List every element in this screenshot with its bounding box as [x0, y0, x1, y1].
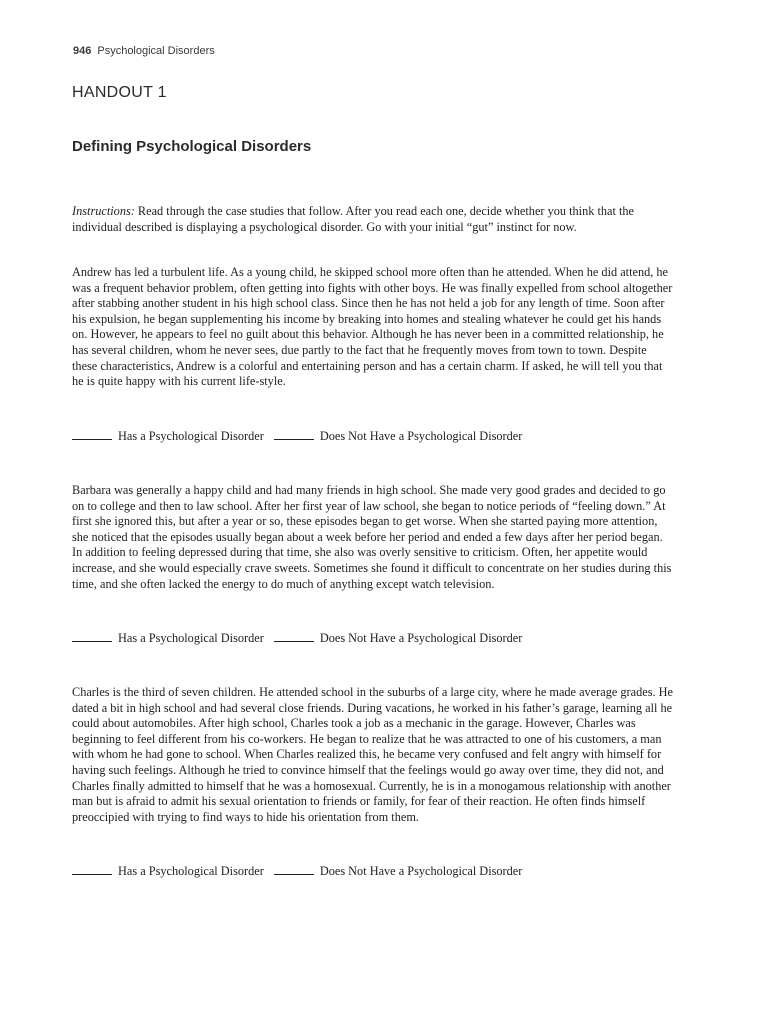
has-disorder-blank[interactable]: [72, 874, 112, 875]
no-disorder-label: Does Not Have a Psychological Disorder: [319, 429, 523, 443]
has-disorder-blank[interactable]: [72, 439, 112, 440]
has-disorder-label: Has a Psychological Disorder: [118, 864, 264, 878]
case-study-barbara: Barbara was generally a happy child and had many friends in high school. She made very good grades and decided to go on to college and then to law school. After her first year of law school, she began to notice periods of “feeling down.” At first she ignored this, but after a year or so, these episodes began to get worse. When she started paying more attention, she noticed that the episodes usually began about a week before her period and ended a few days after her period began. In addition to feeling depressed during that time, she also was overly sensitive to criticism. Often, her appetite would increase, and she would especially crave sweets. Sometimes she found it difficult to concentrate on her studies during this time, and she often lacked the energy to do much of anything except watch television.: [72, 483, 672, 591]
instructions-text: Read through the case studies that follow. After you read each one, decide whether you think that the individual described is displaying a psychological disorder. Go with your initial “gut” instinct for now.: [72, 204, 634, 234]
answer-row-barbara: [72, 631, 522, 646]
case-study-charles: Charles is the third of seven children. He attended school in the suburbs of a large city, where he made average grades. He dated a bit in high school and had several close friends. During vacations, he worked in his father’s garage, learning all he could about automobiles. After high school, Charles took a job as a mechanic in the garage. However, Charles was beginning to feel different from his co-workers. He began to realize that he was attracted to one of his customers, a man with whom he had gone to school. When Charles realized this, he became very confused and felt angry with himself for having such feelings. Although he tried to convince himself that the feelings would go away over time, they did not, and Charles finally admitted to himself that he was a homosexual. Currently, he is in a monogamous relationship with another man but is afraid to admit his sexual orientation to friends or family, for fear of their reaction. He often finds himself preoccipied with trying to find ways to hide his orientation from them.: [72, 685, 673, 824]
has-disorder-label: Has a Psychological Disorder: [118, 429, 264, 443]
answer-row-andrew: [72, 429, 522, 444]
section-title: Defining Psychological Disorders: [72, 138, 312, 155]
has-disorder-label: Has a Psychological Disorder: [118, 631, 264, 645]
instructions-paragraph: [72, 204, 675, 235]
no-disorder-blank[interactable]: [274, 874, 314, 875]
running-head-title: Psychological Disorders: [97, 45, 215, 57]
handout-title: HANDOUT 1: [72, 84, 167, 101]
answer-row-charles: [72, 864, 522, 879]
case-study-andrew: Andrew has led a turbulent life. As a young child, he skipped school more often than he attended. When he did attend, he was a frequent behavior problem, often getting into fights with other boys. He was finally expelled from school altogether after stabbing another student in his high school class. Since then he has not held a job for any length of time. Soon after his expulsion, he began supplementing his income by breaking into homes and stealing whatever he could get his hands on. However, he appears to feel no guilt about this behavior. Although he has never been in a committed relationship, he has several children, whom he never sees, due partly to the fact that he frequently moves from town to town. Despite these characteristics, Andrew is a colorful and entertaining person and has a certain charm. If asked, he will tell you that he is quite happy with his current life-style.: [72, 265, 673, 389]
has-disorder-blank[interactable]: [72, 641, 112, 642]
no-disorder-blank[interactable]: [274, 439, 314, 440]
page-number: 946: [73, 45, 92, 57]
instructions-label: Instructions:: [72, 204, 135, 218]
no-disorder-label: Does Not Have a Psychological Disorder: [319, 631, 523, 645]
running-head: [73, 45, 215, 57]
no-disorder-label: Does Not Have a Psychological Disorder: [319, 864, 523, 878]
no-disorder-blank[interactable]: [274, 641, 314, 642]
